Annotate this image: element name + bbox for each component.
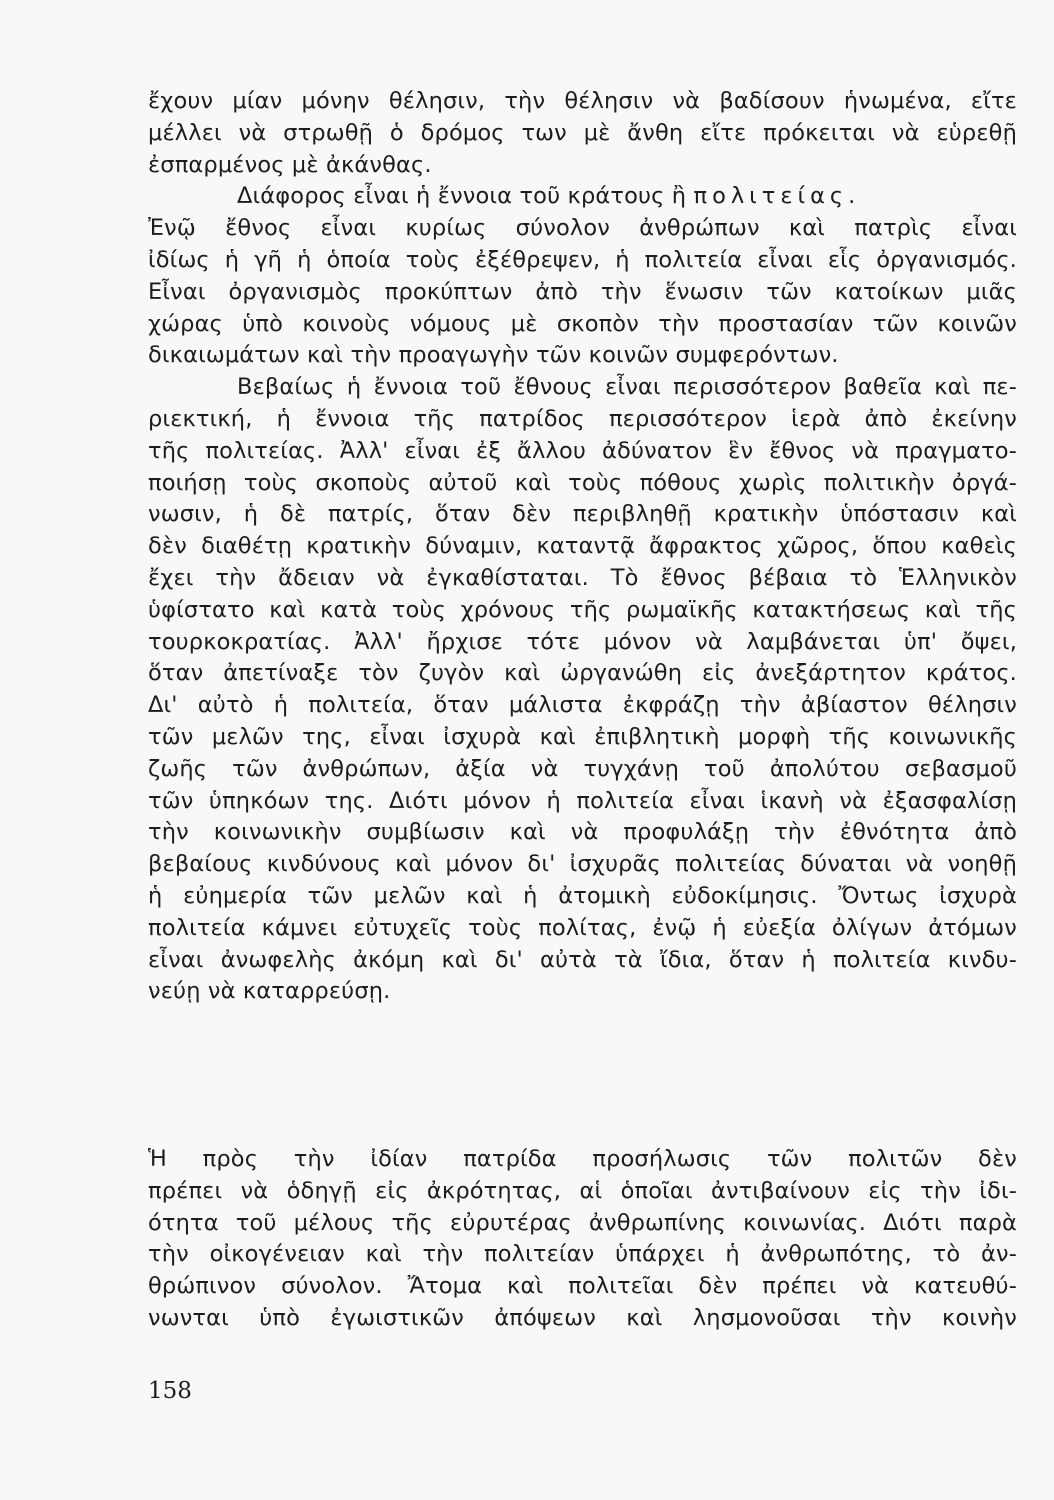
text-line: τῶν μελῶν της, εἶναι ἰσχυρὰ καὶ ἐπιβλητικὴ μορφὴ τῆς κοινωνικῆς [148, 723, 1017, 750]
text-line: ἔχουν μίαν μόνην θέλησιν, τὴν θέλησιν νὰ βαδίσουν ἡνωμένα, εἴτε [148, 88, 1017, 114]
text-line: ἰδίως ἡ γῆ ἡ ὁποία τοὺς ἐξέθρεψεν, ἡ πολιτεία εἶναι εἷς ὀργανισμός. [148, 246, 1017, 273]
text-line: Ἐνῷ ἔθνος εἶναι κυρίως σύνολον ἀνθρώπων καὶ πατρὶς εἶναι [148, 215, 1017, 242]
text-fragment: Διάφορος εἶναι ἡ ἔννοια τοῦ κράτους ἢ [237, 183, 694, 210]
text-line: ὑφίστατο καὶ κατὰ τοὺς χρόνους τῆς ρωμαϊκῆς κατακτήσεως καὶ τῆς [148, 596, 1017, 623]
text-line: πολιτεία κάμνει εὐτυχεῖς τοὺς πολίτας, ἐνῷ ἡ εὐεξία ὀλίγων ἀτόμων [148, 914, 1017, 941]
text-line: χώρας ὑπὸ κοινοὺς νόμους μὲ σκοπὸν τὴν προστασίαν τῶν κοινῶν [148, 310, 1017, 337]
text-line: ἐσπαρμένος μὲ ἀκάνθας. [148, 151, 432, 178]
text-line: ποιήσῃ τοὺς σκοποὺς αὐτοῦ καὶ τοὺς πόθους χωρὶς πολιτικὴν ὀργά- [148, 469, 1017, 496]
text-line: τὴν οἰκογένειαν καὶ τὴν πολιτείαν ὑπάρχει ἡ ἀνθρωπότης, τὸ ἀν- [148, 1241, 1017, 1268]
text-line: ἡ εὐημερία τῶν μελῶν καὶ ἡ ἀτομικὴ εὐδοκίμησις. Ὄντως ἰσχυρὰ [148, 882, 1017, 909]
main-text-block [148, 86, 1017, 1008]
text-line [148, 181, 1017, 213]
page-number: 158 [148, 1378, 192, 1404]
spaced-term: πολιτείας. [693, 183, 861, 210]
final-paragraph-block [148, 1144, 1017, 1335]
text-line: ότητα τοῦ μέλους τῆς εὐρυτέρας ἀνθρωπίνης κοινωνίας. Διότι παρὰ [148, 1209, 1017, 1236]
text-line: ὅταν ἀπετίναξε τὸν ζυγὸν καὶ ὠργανώθη εἰς ἀνεξάρτητον κράτος. [148, 660, 1017, 687]
text-line: τῆς πολιτείας. Ἀλλ' εἶναι ἐξ ἄλλου ἀδύνατον ἓν ἔθνος νὰ πραγματο- [148, 437, 1017, 464]
text-line: ριεκτική, ἡ ἔννοια τῆς πατρίδος περισσότερον ἱερὰ ἀπὸ ἐκείνην [148, 405, 1017, 432]
text-line: Ἡ πρὸς τὴν ἰδίαν πατρίδα προσήλωσις τῶν πολιτῶν δὲν [148, 1146, 1017, 1172]
text-line: τουρκοκρατίας. Ἀλλ' ἤρχισε τότε μόνον νὰ λαμβάνεται ὑπ' ὄψει, [148, 628, 1017, 655]
text-line: τῶν ὑπηκόων της. Διότι μόνον ἡ πολιτεία εἶναι ἱκανὴ νὰ ἐξασφαλίσῃ [148, 787, 1017, 814]
text-line: ἔχει τὴν ἄδειαν νὰ ἐγκαθίσταται. Τὸ ἔθνος βέβαια τὸ Ἑλληνικὸν [148, 564, 1017, 591]
text-line: θρώπινον σύνολον. Ἄτομα καὶ πολιτεῖαι δὲν πρέπει νὰ κατευθύ- [148, 1273, 1017, 1300]
text-line: εἶναι ἀνωφελὴς ἀκόμη καὶ δι' αὐτὰ τὰ ἴδια, ὅταν ἡ πολιτεία κινδυ- [148, 946, 1017, 973]
text-line: πρέπει νὰ ὁδηγῇ εἰς ἀκρότητας, αἱ ὁποῖαι ἀντιβαίνουν εἰς τὴν ἰδι- [148, 1177, 1017, 1204]
text-line: τὴν κοινωνικὴν συμβίωσιν καὶ νὰ προφυλάξῃ τὴν ἐθνότητα ἀπὸ [148, 819, 1017, 846]
text-line: δικαιωμάτων καὶ τὴν προαγωγὴν τῶν κοινῶν συμφερόντων. [148, 342, 839, 369]
text-line: δὲν διαθέτῃ κρατικὴν δύναμιν, καταντᾷ ἄφρακτος χῶρος, ὅπου καθεὶς [148, 533, 1017, 560]
text-line: ζωῆς τῶν ἀνθρώπων, ἀξία νὰ τυγχάνῃ τοῦ ἀπολύτου σεβασμοῦ [148, 755, 1017, 782]
text-line: μέλλει νὰ στρωθῇ ὁ δρόμος των μὲ ἄνθη εἴτε πρόκειται νὰ εὑρεθῇ [148, 119, 1017, 146]
text-line: Εἶναι ὀργανισμὸς προκύπτων ἀπὸ τὴν ἕνωσιν τῶν κατοίκων μιᾶς [148, 278, 1017, 305]
text-line: Βεβαίως ἡ ἔννοια τοῦ ἔθνους εἶναι περισσότερον βαθεῖα καὶ πε- [237, 374, 1017, 401]
text-line: βεβαίους κινδύνους καὶ μόνον δι' ἰσχυρᾶς πολιτείας δύναται νὰ νοηθῇ [148, 851, 1017, 878]
text-line: Δι' αὐτὸ ἡ πολιτεία, ὅταν μάλιστα ἐκφράζῃ τὴν ἀβίαστον θέλησιν [148, 692, 1017, 719]
text-line: νεύῃ νὰ καταρρεύσῃ. [148, 978, 391, 1005]
text-line: νωνται ὑπὸ ἐγωιστικῶν ἀπόψεων καὶ λησμονοῦσαι τὴν κοινὴν [148, 1304, 1017, 1331]
text-line: νωσιν, ἡ δὲ πατρίς, ὅταν δὲν περιβληθῇ κρατικὴν ὑπόστασιν καὶ [148, 501, 1017, 528]
